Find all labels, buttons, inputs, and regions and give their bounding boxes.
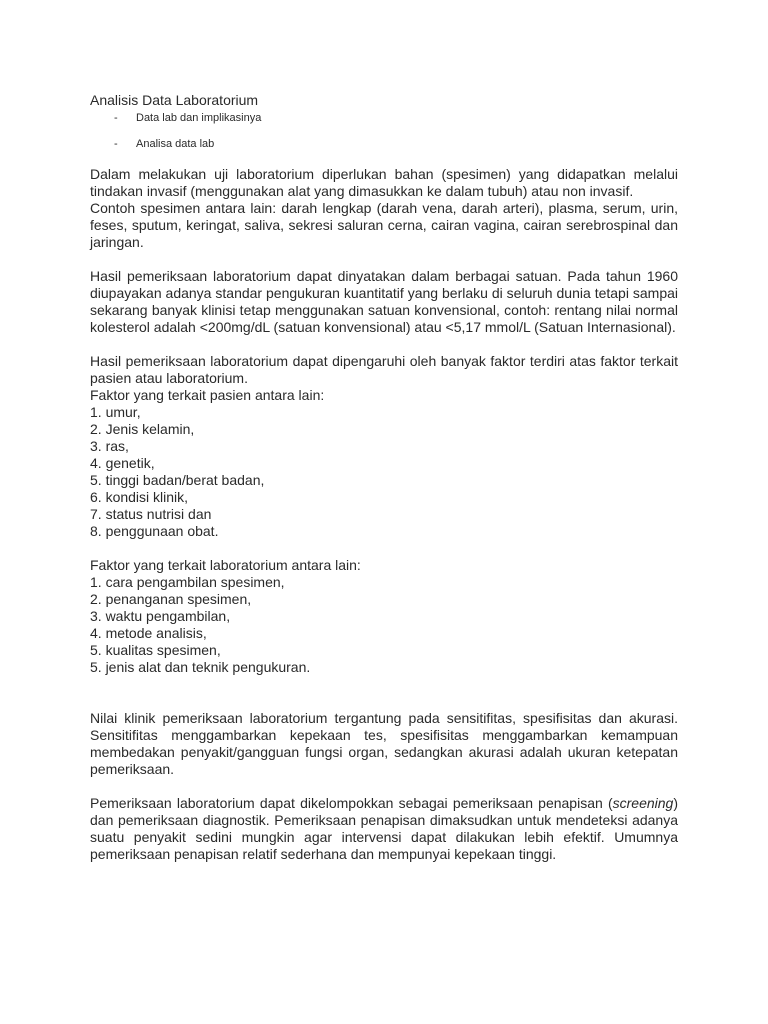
paragraph-factors: Hasil pemeriksaan laboratorium dapat dipengaruhi oleh banyak faktor terdiri atas faktor terkait pasien atau laboratorium. bbox=[90, 353, 678, 386]
paragraph-clinical-value: Nilai klinik pemeriksaan laboratorium tergantung pada sensitifitas, spesifisitas dan akurasi. Sensitifitas menggambarkan kepekaan tes, spesifisitas menggambarkan kemampuan membedakan penyakit/gangguan fungsi organ, sedangkan akurasi adalah ukuran ketepatan pemeriksaan. bbox=[90, 710, 678, 777]
list-item: 3. ras, bbox=[90, 438, 129, 454]
list-item: 2. Jenis kelamin, bbox=[90, 421, 195, 437]
list-item: 3. waktu pengambilan, bbox=[90, 608, 231, 624]
paragraph-specimen: Dalam melakukan uji laboratorium diperlukan bahan (spesimen) yang didapatkan melalui tindakan invasif (menggunakan alat yang dimasukkan ke dalam tubuh) atau non invasif. bbox=[90, 166, 678, 199]
document-heading: Analisis Data Laboratorium bbox=[90, 92, 259, 108]
list-item: 5. jenis alat dan teknik pengukuran. bbox=[90, 659, 311, 675]
lab-factors-list bbox=[90, 574, 678, 676]
list-item: 7. status nutrisi dan bbox=[90, 506, 212, 522]
screening-term: screening bbox=[612, 795, 674, 811]
list-item: 4. genetik, bbox=[90, 455, 155, 471]
patient-factors-intro: Faktor yang terkait pasien antara lain: bbox=[90, 387, 325, 403]
paragraph-specimen-examples: Contoh spesimen antara lain: darah lengkap (darah vena, darah arteri), plasma, serum, urin, feses, sputum, keringat, saliva, sekresi saluran cerna, cairan vagina, cairan serebrospinal dan jaringan. bbox=[90, 200, 678, 250]
list-item: 5. kualitas spesimen, bbox=[90, 642, 221, 658]
bullet-dash: - bbox=[114, 138, 118, 150]
list-item: 1. umur, bbox=[90, 404, 141, 420]
screening-text-after: ) dan pemeriksaan diagnostik. Pemeriksaan penapisan dimaksudkan untuk mendeteksi adanya suatu penyakit sedini mungkin agar intervensi dapat dilakukan lebih efektif. Umumnya pemeriksaan penapisan relatif sederhana dan mempunyai kepekaan tinggi. bbox=[90, 795, 678, 862]
document-content bbox=[90, 92, 678, 863]
bullet-text: Analisa data lab bbox=[136, 138, 215, 150]
topic-bullet-list bbox=[90, 111, 678, 151]
bullet-text: Data lab dan implikasinya bbox=[136, 112, 262, 124]
paragraph-units: Hasil pemeriksaan laboratorium dapat dinyatakan dalam berbagai satuan. Pada tahun 1960 diupayakan adanya standar pengukuran kuantitatif yang berlaku di seluruh dunia tetapi sampai sekarang banyak klinisi tetap menggunakan satuan konvensional, contoh: rentang nilai normal kolesterol adalah <200mg/dL (satuan konvensional) atau <5,17 mmol/L (Satuan Internasional). bbox=[90, 268, 678, 335]
list-item: 4. metode analisis, bbox=[90, 625, 207, 641]
list-item: 5. tinggi badan/berat badan, bbox=[90, 472, 265, 488]
list-item: 6. kondisi klinik, bbox=[90, 489, 189, 505]
screening-text-before: Pemeriksaan laboratorium dapat dikelompokkan sebagai pemeriksaan penapisan ( bbox=[90, 795, 613, 811]
lab-factors-intro: Faktor yang terkait laboratorium antara lain: bbox=[90, 557, 361, 573]
bullet-dash: - bbox=[114, 112, 118, 124]
bullet-item bbox=[90, 111, 678, 125]
bullet-item bbox=[90, 137, 678, 151]
list-item: 8. penggunaan obat. bbox=[90, 523, 219, 539]
patient-factors-list bbox=[90, 404, 678, 540]
paragraph-screening bbox=[90, 795, 678, 863]
list-item: 2. penanganan spesimen, bbox=[90, 591, 252, 607]
list-item: 1. cara pengambilan spesimen, bbox=[90, 574, 285, 590]
